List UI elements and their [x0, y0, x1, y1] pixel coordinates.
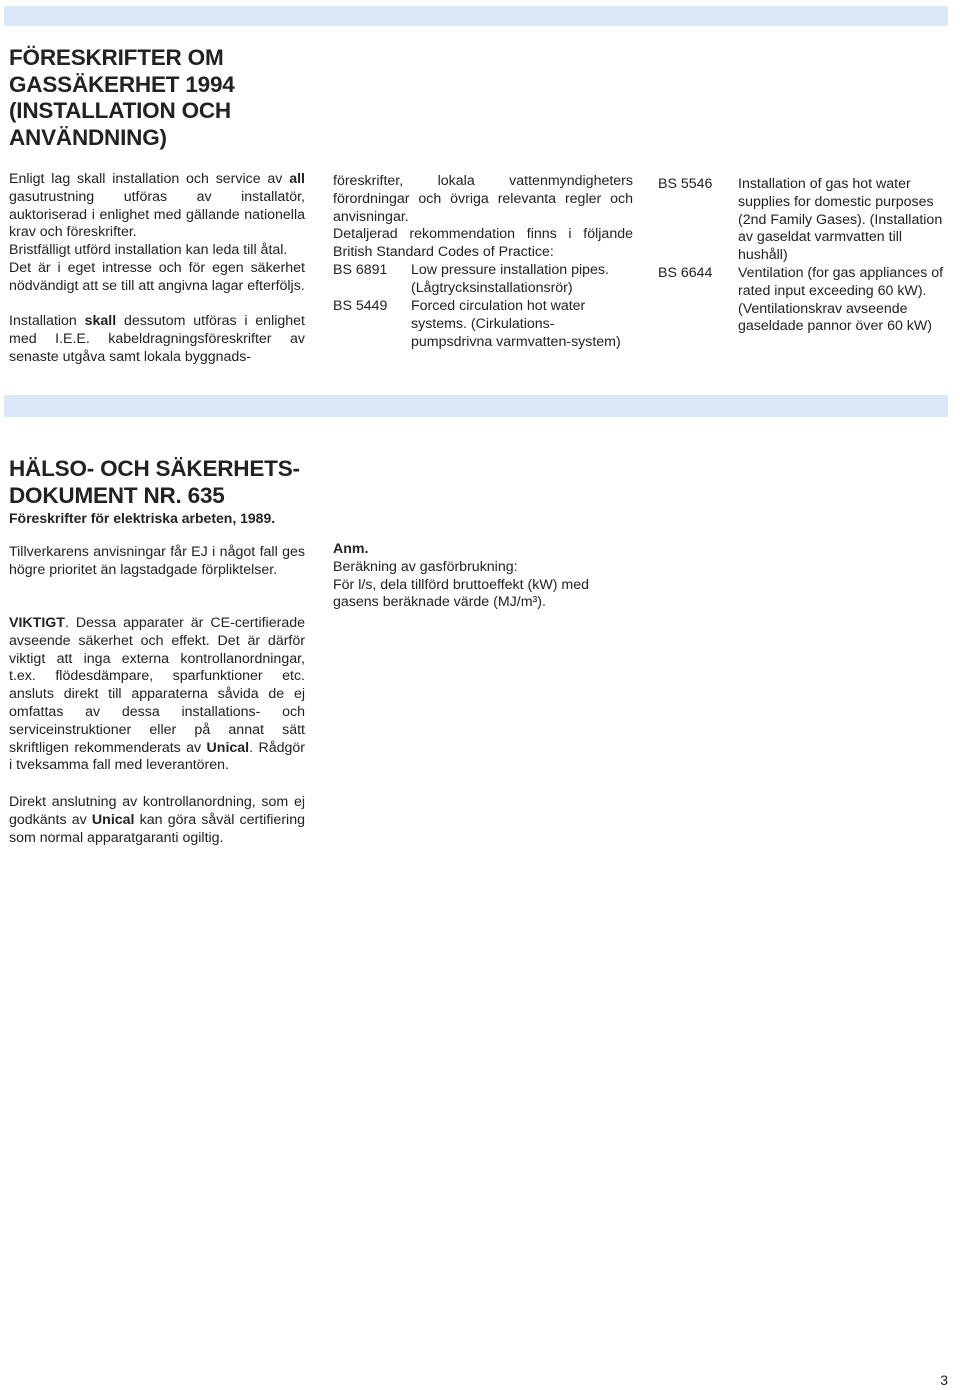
standard-code: BS 5449	[333, 298, 388, 314]
para-installation-law: Enligt lag skall installation och service av all gasutrustning utföras av installatör, auktoriserad i enlighet med gällande nationella krav och föreskrifter.	[9, 171, 305, 241]
top-color-band	[4, 6, 948, 26]
para-british-standards-intro: Detaljerad rekommendation finns i följande British Standard Codes of Practice:	[333, 226, 633, 260]
standard-code-bs5546: BS 5546	[658, 176, 713, 192]
section-title-health-safety: HÄLSO- OCH SÄKERHETS- DOKUMENT NR. 635	[9, 456, 300, 508]
section-divider-band	[4, 395, 948, 417]
section-title-gas-safety: FÖRESKRIFTER OM GASSÄKERHET 1994 (INSTALLATION OCH ANVÄNDNING)	[9, 45, 235, 150]
standard-description-bs6644: Ventilation (for gas appliances of rated input exceeding 60 kW). (Ventilationskrav avseende gaseldade pannor över 60 kW)	[738, 265, 944, 335]
para-direct-connection: Direkt anslutning av kontrollanordning, som ej godkänts av Unical kan göra såväl certifiering som normal apparatgaranti ogiltig.	[9, 794, 305, 846]
para-important-ce: VIKTIGT. Dessa apparater är CE-certifierade avseende säkerhet och effekt. Det är därför viktigt att inga externa kontrollanordningar, t.ex. flödesdämpare, sparfunktioner etc. ansluts direkt till apparaterna såvida de ej omfattas av dessa installations- och serviceinstruktioner eller på annat sätt skriftligen rekommenderats av Unical. Rådgör i tveksamma fall med leverantören.	[9, 615, 305, 774]
note-gas-consumption: Anm. Beräkning av gasförbrukning: För l/s, dela tillförd bruttoeffekt (kW) med gasens beräknade värde (MJ/m³).	[333, 541, 623, 612]
page-number: 3	[940, 1372, 948, 1388]
para-local-regulations: föreskrifter, lokala vattenmyndigheters förordningar och övriga relevanta regler och anvisningar.	[333, 173, 633, 225]
section-subtitle: Föreskrifter för elektriska arbeten, 1989.	[9, 510, 276, 526]
para-own-interest: Det är i eget intresse och för egen säkerhet nödvändigt att se till att angivna lagar efterföljs.	[9, 260, 305, 294]
standard-row-bs5449	[333, 298, 633, 370]
standard-row-bs6891	[333, 262, 633, 298]
standard-code-bs6644: BS 6644	[658, 265, 713, 281]
para-manufacturer-instructions: Tillverkarens anvisningar får EJ i något fall ges högre prioritet än lagstadgade förpliktelser.	[9, 544, 305, 578]
para-prosecution: Bristfälligt utförd installation kan leda till åtal.	[9, 242, 288, 258]
para-iee-regulations: Installation skall dessutom utföras i enlighet med I.E.E. kabeldragningsföreskrifter av senaste utgåva samt lokala byggnads-	[9, 313, 305, 365]
standard-description: Forced circulation hot water systems. (Cirkulations-pumpsdrivna varmvatten-system)	[411, 298, 621, 350]
standard-description: Low pressure installation pipes. (Lågtrycksinstallationsrör)	[411, 262, 609, 296]
standard-description-bs5546: Installation of gas hot water supplies for domestic purposes (2nd Family Gases). (Installation av gaseldat varmvatten till hushåll)	[738, 176, 943, 264]
standard-code: BS 6891	[333, 262, 388, 278]
note-label: Anm.	[333, 541, 369, 557]
